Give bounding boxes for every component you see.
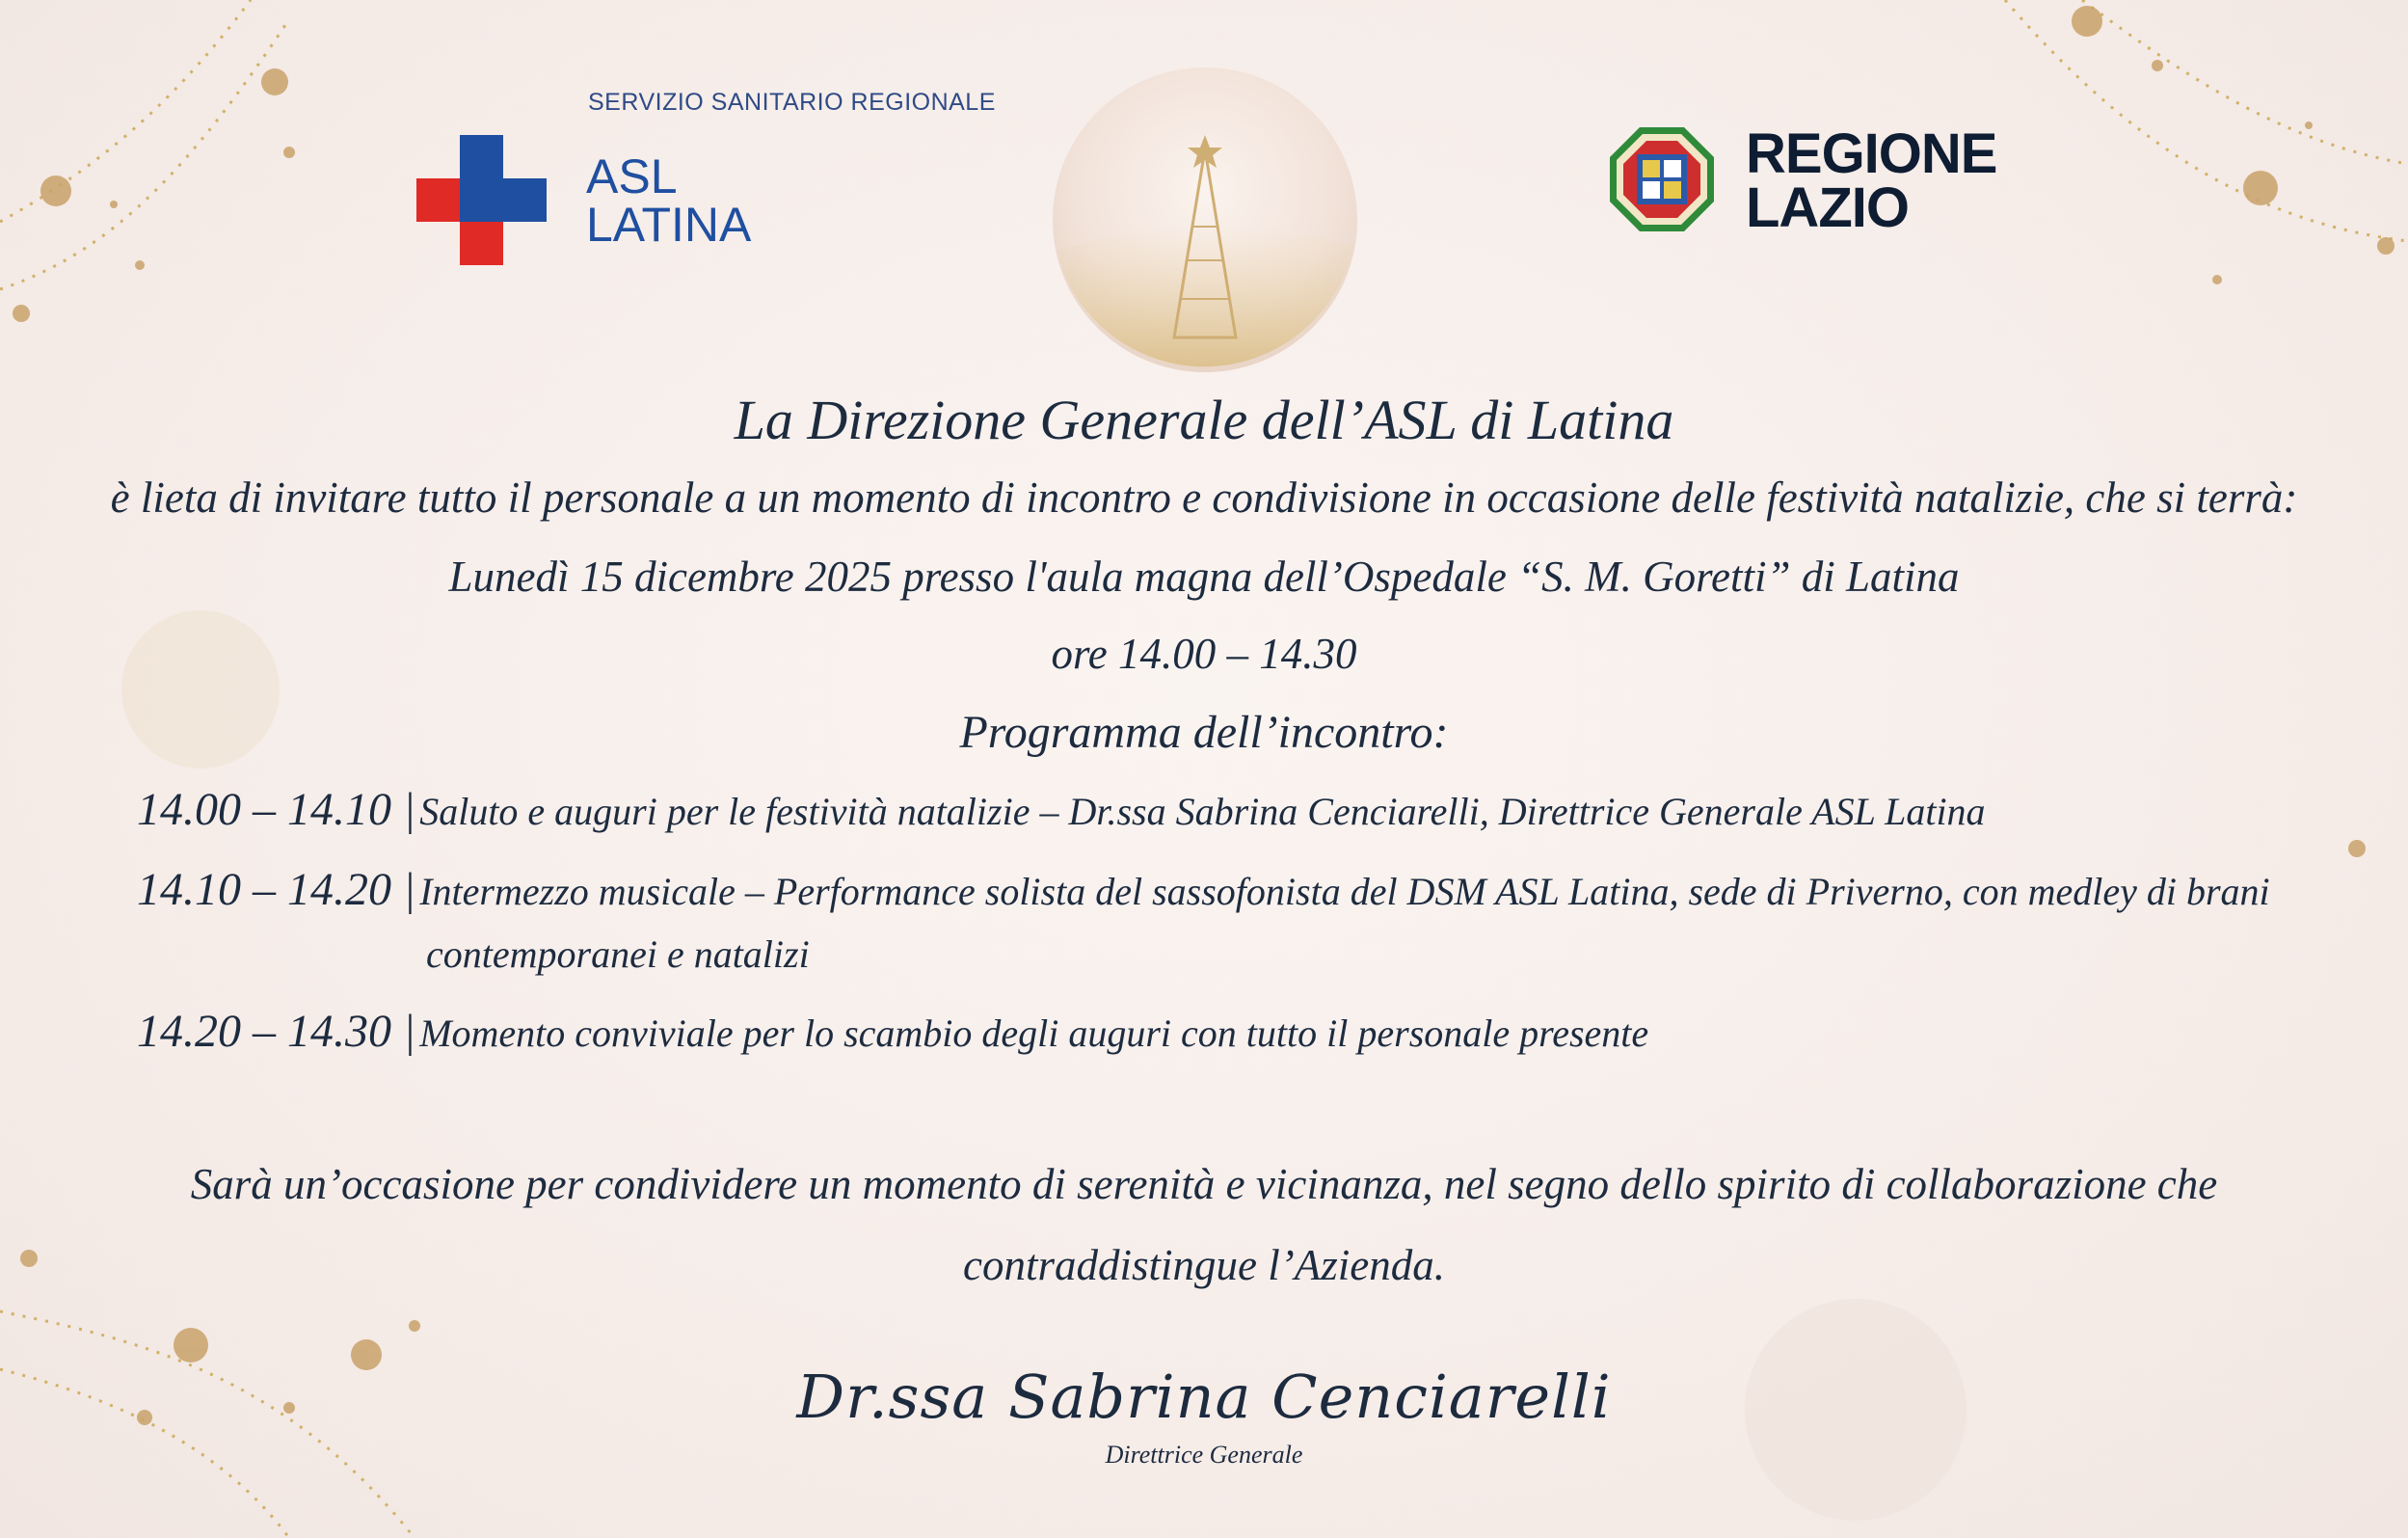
program-item-continuation: contemporanei e natalizi: [426, 932, 810, 976]
invitation-intro: è lieta di invitare tutto il personale a un momento di incontro e condivisione in occasione delle festività natalizie, che si terrà:: [110, 473, 2298, 522]
asl-name-line1: ASL: [586, 149, 678, 203]
program-item-description: Momento conviviale per lo scambio degli auguri con tutto il personale presente: [419, 1012, 1649, 1055]
closing-line-2: contraddistingue l’Azienda.: [963, 1241, 1445, 1289]
asl-name: [586, 149, 752, 252]
program-item: [137, 783, 2354, 836]
program-item-time: 14.10 – 14.20 |: [137, 864, 416, 915]
asl-name-line2: LATINA: [586, 198, 752, 252]
closing-line-1: Sarà un’occasione per condividere un momento di serenità e vicinanza, nel segno dello spirito di collaborazione che: [190, 1160, 2218, 1208]
program-item-description: Saluto e auguri per le festività natalizie – Dr.ssa Sabrina Cenciarelli, Direttrice Generale ASL Latina: [419, 790, 1986, 833]
lazio-name-line2: LAZIO: [1746, 176, 1909, 239]
program-title: Programma dell’incontro:: [959, 707, 1449, 758]
regione-lazio-logo: [1608, 121, 2013, 237]
asl-service-label: SERVIZIO SANITARIO REGIONALE: [588, 89, 996, 116]
red-blue-cross-icon: [416, 135, 547, 265]
signature-role: Direttrice Generale: [1105, 1441, 1303, 1469]
asl-latina-logo: [416, 89, 995, 272]
event-time: ore 14.00 – 14.30: [1051, 630, 1357, 678]
signature-name: Dr.ssa Sabrina Cenciarelli: [796, 1362, 1612, 1432]
program-item-time: 14.00 – 14.10 |: [137, 784, 416, 835]
lazio-name-line1: REGIONE: [1746, 122, 1997, 185]
lazio-name: [1746, 122, 1997, 239]
invitation-title: La Direzione Generale dell’ASL di Latina: [734, 389, 1674, 451]
event-date-location: Lunedì 15 dicembre 2025 presso l'aula magna dell’Ospedale “S. M. Goretti” di Latina: [448, 553, 1960, 601]
program-item-time: 14.20 – 14.30 |: [137, 1006, 416, 1057]
lazio-coat-of-arms-icon: [1608, 125, 1716, 233]
program-item: [137, 1005, 2354, 1058]
program-item: [137, 863, 2354, 916]
program-item-description: Intermezzo musicale – Performance solista del sassofonista del DSM ASL Latina, sede di Priverno, con medley di brani: [419, 870, 2270, 913]
christmas-bauble-tree-icon: [1051, 58, 1359, 376]
